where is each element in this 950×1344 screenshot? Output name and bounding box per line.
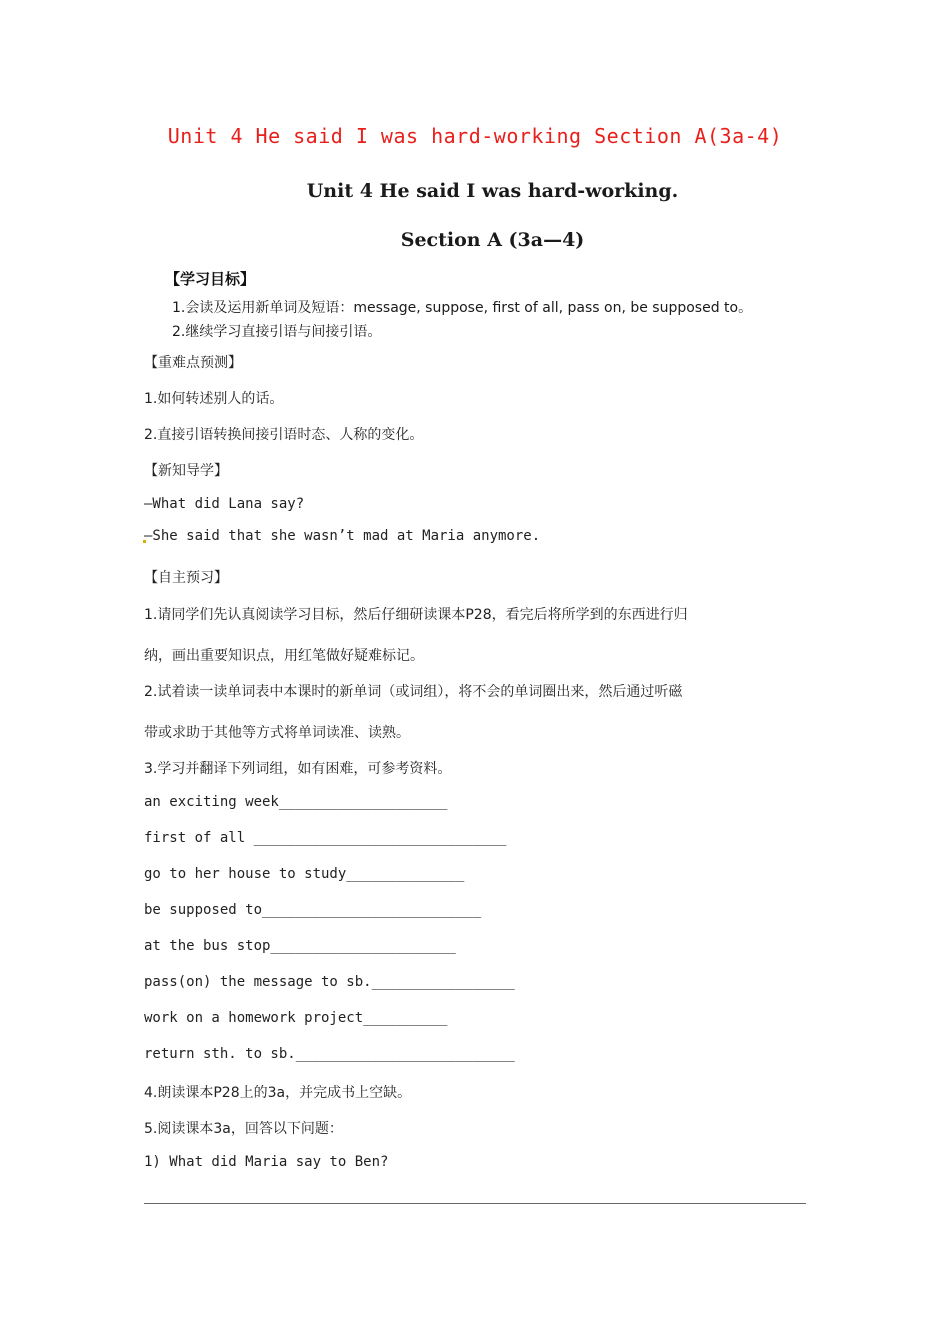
phrase-blank: be supposed to__________________________ [144, 902, 482, 918]
goals-heading: 【学习目标】 [165, 270, 256, 288]
phrase-blank: an exciting week____________________ [144, 794, 448, 810]
document-title: Unit 4 He said I was hard-working Section A(3a-4) [167, 124, 783, 148]
unit-heading: Unit 4 He said I was hard-working. [306, 180, 679, 202]
phrase-blank: at the bus stop______________________ [144, 938, 456, 954]
phrase-blank: return sth. to sb.__________________________ [144, 1046, 515, 1062]
answer-line [144, 1203, 806, 1204]
dialogue-line: —She said that she wasn’t mad at Maria anymore. [144, 528, 541, 544]
goal-item: 2.继续学习直接引语与间接引语。 [172, 324, 382, 340]
preview-task: 5.阅读课本3a，回答以下问题： [144, 1121, 343, 1137]
phrase-blank: first of all ______________________________ [144, 830, 507, 846]
dialogue-line: —What did Lana say? [144, 496, 305, 512]
preview-line: 带或求助于其他等方式将单词读准、读熟。 [144, 725, 410, 741]
focus-item: 2.直接引语转换间接引语时态、人称的变化。 [144, 427, 424, 443]
focus-heading: 【重难点预测】 [144, 355, 242, 371]
goal-item: 1.会读及运用新单词及短语：message, suppose, first of all, pass on, be supposed to。 [172, 300, 753, 316]
preview-task: 4.朗读课本P28上的3a，并完成书上空缺。 [144, 1085, 412, 1101]
preview-line: 3.学习并翻译下列词组，如有困难，可参考资料。 [144, 761, 452, 777]
question-line: 1) What did Maria say to Ben? [144, 1154, 389, 1170]
focus-item: 1.如何转述别人的话。 [144, 391, 284, 407]
section-heading: Section A (3a—4) [400, 229, 585, 251]
preview-line: 纳，画出重要知识点，用红笔做好疑难标记。 [144, 648, 424, 664]
phrase-blank: work on a homework project__________ [144, 1010, 448, 1026]
preview-line: 1.请同学们先认真阅读学习目标，然后仔细研读课本P28，看完后将所学到的东西进行归 [144, 607, 688, 623]
preview-line: 2.试着读一读单词表中本课时的新单词（或词组），将不会的单词圈出来，然后通过听磁 [144, 684, 683, 700]
phrase-blank: pass(on) the message to sb._________________ [144, 974, 515, 990]
phrase-blank: go to her house to study______________ [144, 866, 465, 882]
newknow-heading: 【新知导学】 [144, 463, 228, 479]
preview-heading: 【自主预习】 [144, 570, 228, 586]
